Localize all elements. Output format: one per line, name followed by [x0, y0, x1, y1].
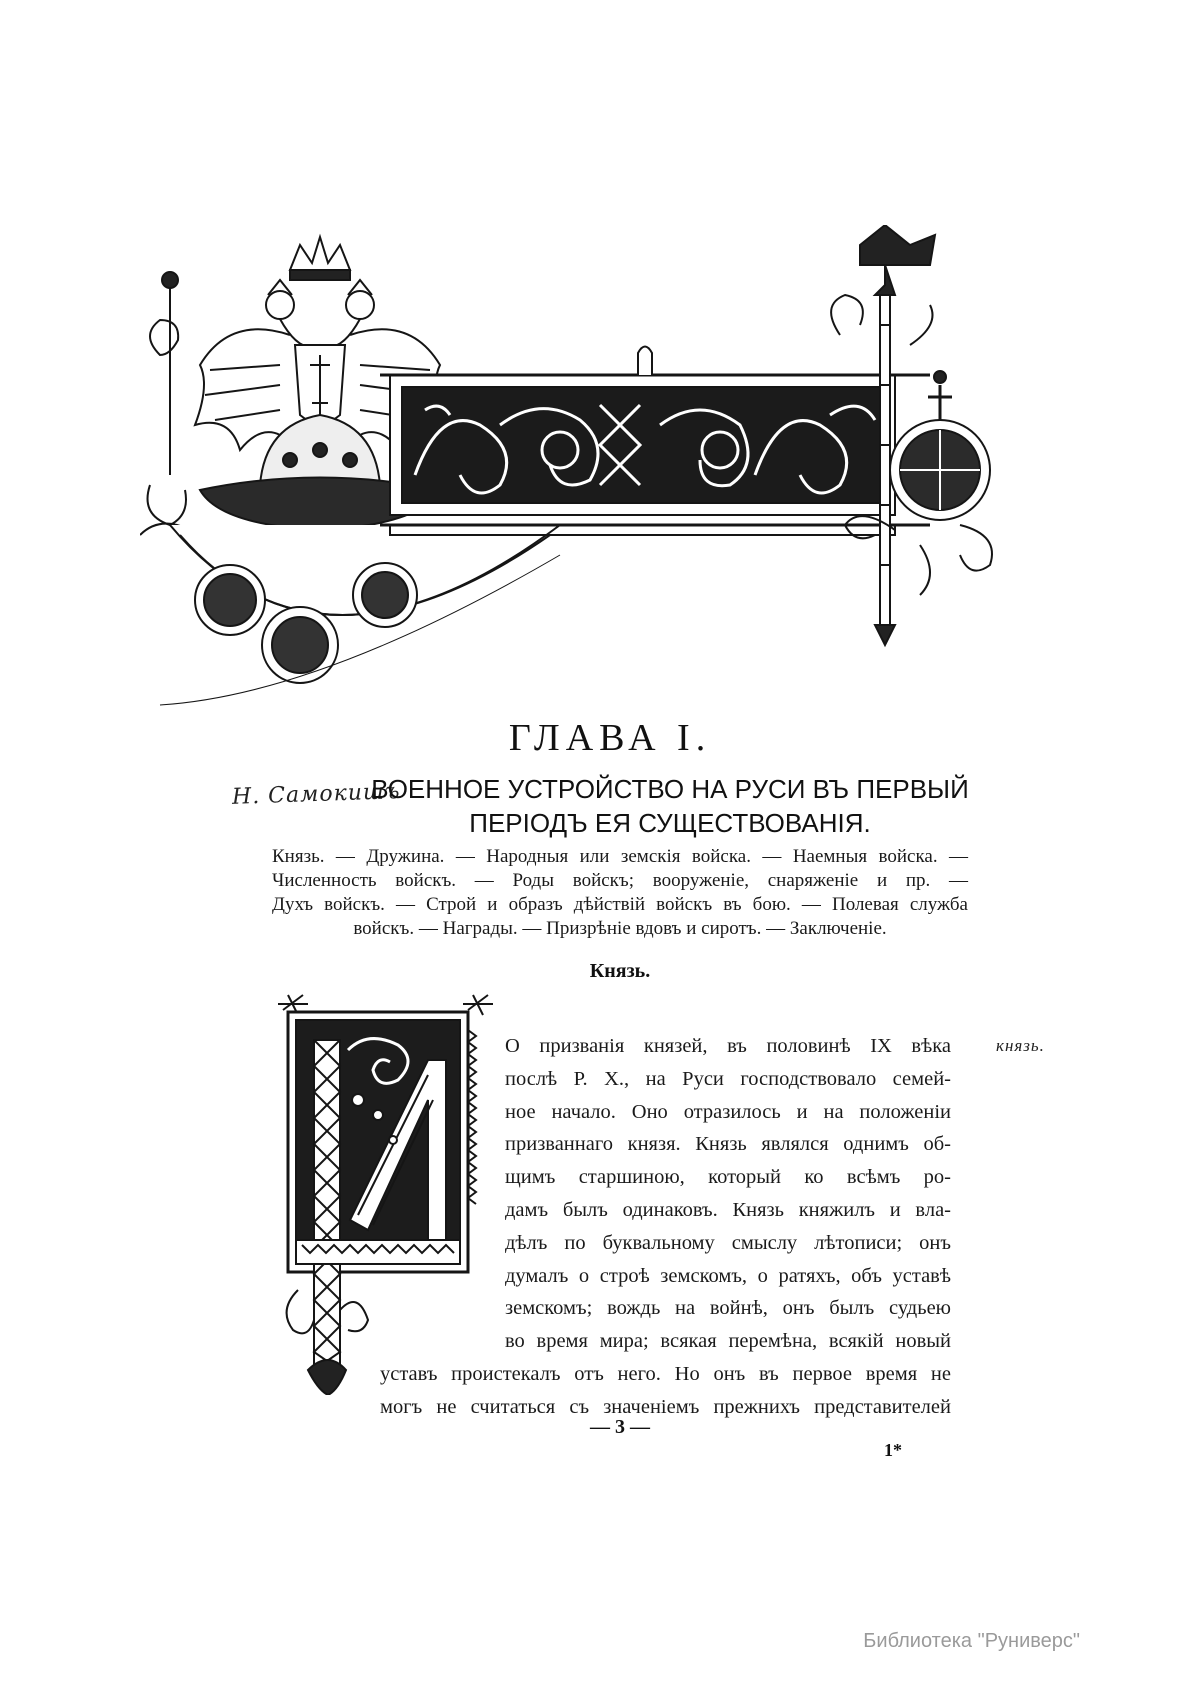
chapter-title-line: ВОЕННОЕ УСТРОЙСТВО НА РУСИ ВЪ ПЕРВЫЙ: [371, 774, 969, 804]
chapter-summary: [272, 845, 968, 941]
page-number: — 3 —: [590, 1416, 650, 1438]
body-line: дамъ былъ одинаковъ. Князь княжилъ и вла-: [505, 1198, 951, 1221]
body-line: О призванія князей, въ половинѣ IX вѣка: [505, 1035, 951, 1057]
headpiece-engraving: [140, 225, 1070, 725]
body-text: [380, 1030, 951, 1424]
library-watermark: Библиотека "Руниверс": [863, 1630, 1080, 1652]
headpiece-illustration: [140, 225, 1070, 725]
chapter-heading: ГЛАВА I.: [508, 717, 712, 759]
summary-line: Духъ войскъ. — Строй и образъ дѣйствій войскъ въ бою. — Полевая служба: [272, 894, 968, 915]
summary-line: Численность войскъ. — Роды войскъ; вооруженіе, снаряженіе и пр. —: [272, 870, 968, 891]
body-line: призваннаго князя. Князь являлся однимъ об-: [505, 1133, 951, 1156]
summary-line: Князь. — Дружина. — Народныя или земскія войска. — Наемныя войска. —: [272, 846, 968, 867]
body-line: во время мира; всякая перемѣна, всякій новый: [505, 1330, 951, 1353]
initial-ornament: [278, 990, 500, 1395]
body-line: могъ не считаться съ значеніемъ прежнихъ представителей: [380, 1395, 951, 1418]
margin-note: князь.: [996, 1036, 1045, 1055]
chapter-title: [370, 772, 970, 840]
artist-signature: Н. Самокишъ: [231, 779, 401, 810]
body-line: дѣлъ по буквальному смыслу лѣтописи; онъ: [505, 1231, 951, 1254]
decorated-initial: [278, 990, 500, 1395]
body-line: ное начало. Оно отразилось и на положеніи: [505, 1100, 951, 1123]
body-line: щимъ старшиною, который ко всѣмъ ро-: [505, 1166, 951, 1189]
body-line: послѣ Р. Х., на Руси господствовало семей-: [505, 1067, 951, 1090]
body-line: земскомъ; вождь на войнѣ, онъ былъ судьею: [505, 1297, 951, 1320]
body-line: уставъ проистекалъ отъ него. Но онъ въ первое время не: [380, 1362, 951, 1385]
body-line: думалъ о строѣ земскомъ, о ратяхъ, объ уставѣ: [505, 1264, 951, 1287]
chapter-title-line: ПЕРІОДЪ ЕЯ СУЩЕСТВОВАНІЯ.: [469, 808, 871, 838]
printer-signature-mark: 1*: [884, 1440, 902, 1460]
section-heading: Князь.: [589, 960, 651, 982]
summary-line: войскъ. — Награды. — Призрѣніе вдовъ и сиротъ. — Заключеніе.: [353, 918, 887, 939]
